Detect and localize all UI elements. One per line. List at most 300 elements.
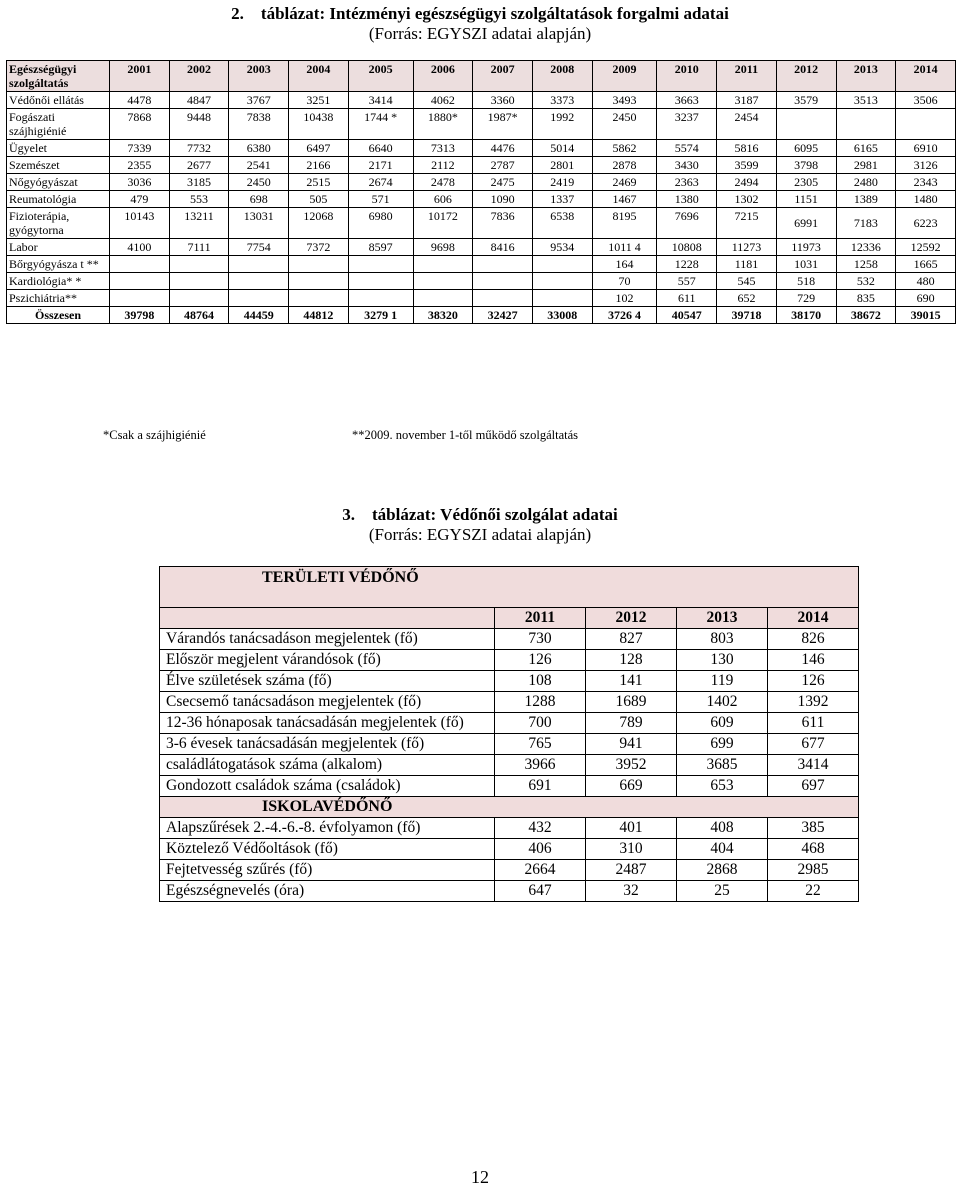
data-cell: 1181 bbox=[717, 256, 777, 273]
data-cell bbox=[836, 109, 896, 140]
data-cell: 3414 bbox=[768, 755, 859, 776]
data-cell bbox=[110, 290, 170, 307]
data-cell: 7372 bbox=[289, 239, 349, 256]
data-cell bbox=[413, 273, 473, 290]
data-cell: 3493 bbox=[592, 92, 657, 109]
total-cell: 32427 bbox=[473, 307, 533, 324]
data-cell: 146 bbox=[768, 650, 859, 671]
data-cell bbox=[169, 273, 229, 290]
row-label-cell: Fogászati szájhigiénié bbox=[7, 109, 110, 140]
data-cell: 164 bbox=[592, 256, 657, 273]
data-cell: 2450 bbox=[592, 109, 657, 140]
table1-title: 2. táblázat: Intézményi egészségügyi szolgáltatások forgalmi adatai bbox=[231, 4, 729, 23]
total-cell: 38672 bbox=[836, 307, 896, 324]
data-cell: 1228 bbox=[657, 256, 717, 273]
section-header-row bbox=[160, 567, 859, 608]
data-cell: 1151 bbox=[776, 191, 836, 208]
total-cell: 3279 1 bbox=[348, 307, 413, 324]
data-cell: 2363 bbox=[657, 174, 717, 191]
year-header-cell: 2007 bbox=[473, 61, 533, 92]
data-cell: 3513 bbox=[836, 92, 896, 109]
data-cell: 2112 bbox=[413, 157, 473, 174]
total-cell: 3726 4 bbox=[592, 307, 657, 324]
data-cell: 8416 bbox=[473, 239, 533, 256]
table-row bbox=[7, 239, 956, 256]
total-cell: 38320 bbox=[413, 307, 473, 324]
data-cell: 2478 bbox=[413, 174, 473, 191]
row-label-cell: Várandós tanácsadáson megjelentek (fő) bbox=[160, 629, 495, 650]
footnote-2: **2009. november 1-től működő szolgáltatás bbox=[352, 428, 579, 442]
table1-container bbox=[6, 60, 956, 324]
data-cell: 2166 bbox=[289, 157, 349, 174]
year-header-cell: 2002 bbox=[169, 61, 229, 92]
data-cell: 3798 bbox=[776, 157, 836, 174]
table-row bbox=[160, 776, 859, 797]
data-cell: 2487 bbox=[586, 860, 677, 881]
data-cell: 2981 bbox=[836, 157, 896, 174]
data-cell: 480 bbox=[896, 273, 956, 290]
row-label-cell: Csecsemő tanácsadáson megjelentek (fő) bbox=[160, 692, 495, 713]
data-cell: 468 bbox=[768, 839, 859, 860]
data-cell: 10143 bbox=[110, 208, 170, 239]
table-row bbox=[160, 839, 859, 860]
data-cell: 2454 bbox=[717, 109, 777, 140]
data-cell: 698 bbox=[229, 191, 289, 208]
data-cell: 119 bbox=[677, 671, 768, 692]
data-cell: 4476 bbox=[473, 140, 533, 157]
data-cell: 2868 bbox=[677, 860, 768, 881]
table1-header-row bbox=[7, 61, 956, 92]
data-cell: 1389 bbox=[836, 191, 896, 208]
data-cell bbox=[110, 256, 170, 273]
year-header-cell: 2005 bbox=[348, 61, 413, 92]
row-label-cell: családlátogatások száma (alkalom) bbox=[160, 755, 495, 776]
data-cell: 609 bbox=[677, 713, 768, 734]
data-cell: 3579 bbox=[776, 92, 836, 109]
data-cell: 2801 bbox=[532, 157, 592, 174]
row-label-cell: Ügyelet bbox=[7, 140, 110, 157]
section-title-iskola: ISKOLAVÉDŐNŐ bbox=[160, 797, 859, 818]
data-cell: 108 bbox=[495, 671, 586, 692]
table-row bbox=[160, 818, 859, 839]
year-header-cell: 2011 bbox=[717, 61, 777, 92]
data-cell: 553 bbox=[169, 191, 229, 208]
data-cell: 6095 bbox=[776, 140, 836, 157]
data-cell: 1258 bbox=[836, 256, 896, 273]
data-cell: 730 bbox=[495, 629, 586, 650]
table-row bbox=[7, 290, 956, 307]
data-cell: 141 bbox=[586, 671, 677, 692]
data-cell bbox=[229, 256, 289, 273]
data-cell: 2355 bbox=[110, 157, 170, 174]
data-cell: 697 bbox=[768, 776, 859, 797]
data-cell: 1337 bbox=[532, 191, 592, 208]
data-cell: 479 bbox=[110, 191, 170, 208]
data-cell: 7183 bbox=[836, 208, 896, 239]
data-cell bbox=[532, 256, 592, 273]
row-label-cell: Kardiológia* * bbox=[7, 273, 110, 290]
data-cell: 677 bbox=[768, 734, 859, 755]
data-cell: 7111 bbox=[169, 239, 229, 256]
table-row bbox=[160, 860, 859, 881]
table-row bbox=[7, 157, 956, 174]
table-row bbox=[7, 174, 956, 191]
data-cell: 652 bbox=[717, 290, 777, 307]
data-cell: 3767 bbox=[229, 92, 289, 109]
data-cell bbox=[229, 273, 289, 290]
data-cell: 3237 bbox=[657, 109, 717, 140]
data-cell bbox=[348, 256, 413, 273]
data-cell: 826 bbox=[768, 629, 859, 650]
data-cell bbox=[229, 290, 289, 307]
table1-source: (Forrás: EGYSZI adatai alapján) bbox=[368, 24, 592, 43]
row-label-cell: Fejtetvesség szűrés (fő) bbox=[160, 860, 495, 881]
table-row bbox=[7, 256, 956, 273]
data-cell: 2878 bbox=[592, 157, 657, 174]
data-cell: 2674 bbox=[348, 174, 413, 191]
data-cell: 2541 bbox=[229, 157, 289, 174]
data-cell: 2475 bbox=[473, 174, 533, 191]
data-cell: 700 bbox=[495, 713, 586, 734]
year-header-cell: 2013 bbox=[836, 61, 896, 92]
total-cell: 38170 bbox=[776, 307, 836, 324]
data-cell: 11273 bbox=[717, 239, 777, 256]
data-cell: 803 bbox=[677, 629, 768, 650]
data-cell: 789 bbox=[586, 713, 677, 734]
year-header-cell: 2008 bbox=[532, 61, 592, 92]
data-cell: 7732 bbox=[169, 140, 229, 157]
data-cell: 32 bbox=[586, 881, 677, 902]
year-header-cell: 2006 bbox=[413, 61, 473, 92]
nurse-service-table bbox=[159, 566, 859, 902]
data-cell bbox=[413, 290, 473, 307]
data-cell: 7836 bbox=[473, 208, 533, 239]
data-cell: 611 bbox=[768, 713, 859, 734]
total-label-cell: Összesen bbox=[7, 307, 110, 324]
data-cell: 2469 bbox=[592, 174, 657, 191]
data-cell: 557 bbox=[657, 273, 717, 290]
data-cell: 2985 bbox=[768, 860, 859, 881]
year-header-cell: 2001 bbox=[110, 61, 170, 92]
data-cell: 545 bbox=[717, 273, 777, 290]
data-cell: 3126 bbox=[896, 157, 956, 174]
data-cell: 3966 bbox=[495, 755, 586, 776]
data-cell: 7696 bbox=[657, 208, 717, 239]
data-cell: 12068 bbox=[289, 208, 349, 239]
years-row-blank bbox=[160, 608, 495, 629]
data-cell: 3373 bbox=[532, 92, 592, 109]
table-row bbox=[7, 140, 956, 157]
data-cell: 5574 bbox=[657, 140, 717, 157]
data-cell: 12336 bbox=[836, 239, 896, 256]
table-row bbox=[160, 671, 859, 692]
data-cell: 2677 bbox=[169, 157, 229, 174]
row-label-cell: Fizioterápia, gyógytorna bbox=[7, 208, 110, 239]
data-cell: 10808 bbox=[657, 239, 717, 256]
data-cell: 7215 bbox=[717, 208, 777, 239]
data-cell: 126 bbox=[768, 671, 859, 692]
data-cell: 406 bbox=[495, 839, 586, 860]
data-cell: 5014 bbox=[532, 140, 592, 157]
total-cell: 33008 bbox=[532, 307, 592, 324]
data-cell: 9698 bbox=[413, 239, 473, 256]
data-cell: 1380 bbox=[657, 191, 717, 208]
data-cell: 126 bbox=[495, 650, 586, 671]
data-cell bbox=[289, 273, 349, 290]
year-header-cell: 2003 bbox=[229, 61, 289, 92]
data-cell: 6640 bbox=[348, 140, 413, 157]
data-cell: 691 bbox=[495, 776, 586, 797]
data-cell bbox=[110, 273, 170, 290]
data-cell: 2305 bbox=[776, 174, 836, 191]
data-cell bbox=[348, 273, 413, 290]
data-cell: 8195 bbox=[592, 208, 657, 239]
data-cell: 4847 bbox=[169, 92, 229, 109]
data-cell: 1880* bbox=[413, 109, 473, 140]
table2-container bbox=[159, 566, 859, 902]
data-cell: 2450 bbox=[229, 174, 289, 191]
table-row bbox=[160, 755, 859, 776]
data-cell bbox=[532, 273, 592, 290]
data-cell: 2480 bbox=[836, 174, 896, 191]
data-cell: 6165 bbox=[836, 140, 896, 157]
data-cell: 22 bbox=[768, 881, 859, 902]
data-cell: 3185 bbox=[169, 174, 229, 191]
data-cell: 941 bbox=[586, 734, 677, 755]
data-cell: 532 bbox=[836, 273, 896, 290]
data-cell bbox=[473, 273, 533, 290]
data-cell: 102 bbox=[592, 290, 657, 307]
data-cell bbox=[413, 256, 473, 273]
data-cell: 3360 bbox=[473, 92, 533, 109]
data-cell: 3251 bbox=[289, 92, 349, 109]
row-label-cell: Szemészet bbox=[7, 157, 110, 174]
data-cell: 1689 bbox=[586, 692, 677, 713]
table-row bbox=[160, 881, 859, 902]
total-cell: 39798 bbox=[110, 307, 170, 324]
data-cell: 3952 bbox=[586, 755, 677, 776]
data-cell: 765 bbox=[495, 734, 586, 755]
data-cell: 6223 bbox=[896, 208, 956, 239]
data-cell: 4062 bbox=[413, 92, 473, 109]
data-cell: 310 bbox=[586, 839, 677, 860]
row-label-cell: Gondozott családok száma (családok) bbox=[160, 776, 495, 797]
data-cell: 4478 bbox=[110, 92, 170, 109]
data-cell: 647 bbox=[495, 881, 586, 902]
year-header-cell: 2011 bbox=[495, 608, 586, 629]
data-cell: 7868 bbox=[110, 109, 170, 140]
row-label-cell: Először megjelent várandósok (fő) bbox=[160, 650, 495, 671]
table-row bbox=[7, 109, 956, 140]
row-label-cell: Egészségnevelés (óra) bbox=[160, 881, 495, 902]
data-cell: 1992 bbox=[532, 109, 592, 140]
data-cell: 2171 bbox=[348, 157, 413, 174]
section-header-row bbox=[160, 797, 859, 818]
row-label-cell: 12-36 hónaposak tanácsadásán megjelentek (fő) bbox=[160, 713, 495, 734]
table2-title: 3. táblázat: Védőnői szolgálat adatai bbox=[342, 505, 618, 524]
data-cell: 7754 bbox=[229, 239, 289, 256]
total-cell: 44459 bbox=[229, 307, 289, 324]
data-cell: 404 bbox=[677, 839, 768, 860]
data-cell: 130 bbox=[677, 650, 768, 671]
data-cell: 9534 bbox=[532, 239, 592, 256]
row-label-cell: Élve születések száma (fő) bbox=[160, 671, 495, 692]
data-cell bbox=[473, 290, 533, 307]
data-cell: 9448 bbox=[169, 109, 229, 140]
data-cell: 13211 bbox=[169, 208, 229, 239]
data-cell bbox=[169, 256, 229, 273]
table-row bbox=[7, 191, 956, 208]
section-title-teruleti: TERÜLETI VÉDŐNŐ bbox=[160, 567, 859, 608]
data-cell: 401 bbox=[586, 818, 677, 839]
data-cell: 2664 bbox=[495, 860, 586, 881]
data-cell: 3187 bbox=[717, 92, 777, 109]
data-cell: 518 bbox=[776, 273, 836, 290]
data-cell: 3430 bbox=[657, 157, 717, 174]
data-cell bbox=[169, 290, 229, 307]
footnote-1: *Csak a szájhigiénié bbox=[103, 428, 206, 442]
data-cell: 1402 bbox=[677, 692, 768, 713]
row-label-cell: Köztelező Védőoltások (fő) bbox=[160, 839, 495, 860]
table-row bbox=[160, 629, 859, 650]
year-header-cell: 2014 bbox=[768, 608, 859, 629]
data-cell: 3599 bbox=[717, 157, 777, 174]
row-label-cell: Védőnői ellátás bbox=[7, 92, 110, 109]
year-header-cell: 2012 bbox=[776, 61, 836, 92]
data-cell: 4100 bbox=[110, 239, 170, 256]
total-cell: 44812 bbox=[289, 307, 349, 324]
year-header-cell: 2010 bbox=[657, 61, 717, 92]
data-cell: 6991 bbox=[776, 208, 836, 239]
data-cell: 1480 bbox=[896, 191, 956, 208]
data-cell: 432 bbox=[495, 818, 586, 839]
data-cell bbox=[473, 256, 533, 273]
total-cell: 48764 bbox=[169, 307, 229, 324]
data-cell: 13031 bbox=[229, 208, 289, 239]
header-label-cell: Egészségügyi szolgáltatás bbox=[7, 61, 110, 92]
year-header-cell: 2012 bbox=[586, 608, 677, 629]
data-cell: 653 bbox=[677, 776, 768, 797]
data-cell: 6980 bbox=[348, 208, 413, 239]
services-table bbox=[6, 60, 956, 324]
data-cell: 1302 bbox=[717, 191, 777, 208]
total-cell: 39015 bbox=[896, 307, 956, 324]
data-cell: 10172 bbox=[413, 208, 473, 239]
data-cell: 6497 bbox=[289, 140, 349, 157]
data-cell: 3685 bbox=[677, 755, 768, 776]
table-row bbox=[7, 92, 956, 109]
data-cell: 1665 bbox=[896, 256, 956, 273]
data-cell bbox=[776, 109, 836, 140]
table2-source: (Forrás: EGYSZI adatai alapján) bbox=[368, 525, 592, 544]
data-cell: 3414 bbox=[348, 92, 413, 109]
data-cell: 2494 bbox=[717, 174, 777, 191]
table-row bbox=[160, 692, 859, 713]
total-cell: 40547 bbox=[657, 307, 717, 324]
table-row bbox=[160, 734, 859, 755]
year-header-cell: 2009 bbox=[592, 61, 657, 92]
data-cell bbox=[896, 109, 956, 140]
data-cell: 6380 bbox=[229, 140, 289, 157]
data-cell bbox=[348, 290, 413, 307]
data-cell: 835 bbox=[836, 290, 896, 307]
data-cell: 10438 bbox=[289, 109, 349, 140]
data-cell: 2343 bbox=[896, 174, 956, 191]
data-cell: 690 bbox=[896, 290, 956, 307]
table-row bbox=[160, 713, 859, 734]
total-row bbox=[7, 307, 956, 324]
data-cell: 571 bbox=[348, 191, 413, 208]
data-cell: 2787 bbox=[473, 157, 533, 174]
data-cell: 2515 bbox=[289, 174, 349, 191]
data-cell: 5862 bbox=[592, 140, 657, 157]
data-cell: 1987* bbox=[473, 109, 533, 140]
data-cell: 6538 bbox=[532, 208, 592, 239]
row-label-cell: Bőrgyógyásza t ** bbox=[7, 256, 110, 273]
data-cell: 11973 bbox=[776, 239, 836, 256]
data-cell bbox=[289, 290, 349, 307]
data-cell: 1011 4 bbox=[592, 239, 657, 256]
data-cell: 3663 bbox=[657, 92, 717, 109]
years-row bbox=[160, 608, 859, 629]
page-number: 12 bbox=[471, 1167, 489, 1187]
data-cell: 12592 bbox=[896, 239, 956, 256]
data-cell bbox=[532, 290, 592, 307]
table-row bbox=[7, 273, 956, 290]
data-cell: 606 bbox=[413, 191, 473, 208]
year-header-cell: 2004 bbox=[289, 61, 349, 92]
data-cell bbox=[289, 256, 349, 273]
total-cell: 39718 bbox=[717, 307, 777, 324]
data-cell: 699 bbox=[677, 734, 768, 755]
data-cell: 3506 bbox=[896, 92, 956, 109]
data-cell: 669 bbox=[586, 776, 677, 797]
row-label-cell: Reumatológia bbox=[7, 191, 110, 208]
data-cell: 1090 bbox=[473, 191, 533, 208]
row-label-cell: Labor bbox=[7, 239, 110, 256]
data-cell: 5816 bbox=[717, 140, 777, 157]
data-cell: 827 bbox=[586, 629, 677, 650]
row-label-cell: 3-6 évesek tanácsadásán megjelentek (fő) bbox=[160, 734, 495, 755]
year-header-cell: 2013 bbox=[677, 608, 768, 629]
data-cell: 1744 * bbox=[348, 109, 413, 140]
data-cell: 385 bbox=[768, 818, 859, 839]
data-cell: 1392 bbox=[768, 692, 859, 713]
row-label-cell: Alapszűrések 2.-4.-6.-8. évfolyamon (fő) bbox=[160, 818, 495, 839]
data-cell: 1288 bbox=[495, 692, 586, 713]
table-row bbox=[7, 208, 956, 239]
data-cell: 128 bbox=[586, 650, 677, 671]
data-cell: 2419 bbox=[532, 174, 592, 191]
data-cell: 6910 bbox=[896, 140, 956, 157]
data-cell: 70 bbox=[592, 273, 657, 290]
data-cell: 8597 bbox=[348, 239, 413, 256]
data-cell: 505 bbox=[289, 191, 349, 208]
row-label-cell: Nőgyógyászat bbox=[7, 174, 110, 191]
table-row bbox=[160, 650, 859, 671]
year-header-cell: 2014 bbox=[896, 61, 956, 92]
data-cell: 25 bbox=[677, 881, 768, 902]
data-cell: 408 bbox=[677, 818, 768, 839]
data-cell: 7339 bbox=[110, 140, 170, 157]
data-cell: 1031 bbox=[776, 256, 836, 273]
data-cell: 3036 bbox=[110, 174, 170, 191]
data-cell: 729 bbox=[776, 290, 836, 307]
data-cell: 7313 bbox=[413, 140, 473, 157]
data-cell: 1467 bbox=[592, 191, 657, 208]
data-cell: 611 bbox=[657, 290, 717, 307]
row-label-cell: Pszichiátria** bbox=[7, 290, 110, 307]
